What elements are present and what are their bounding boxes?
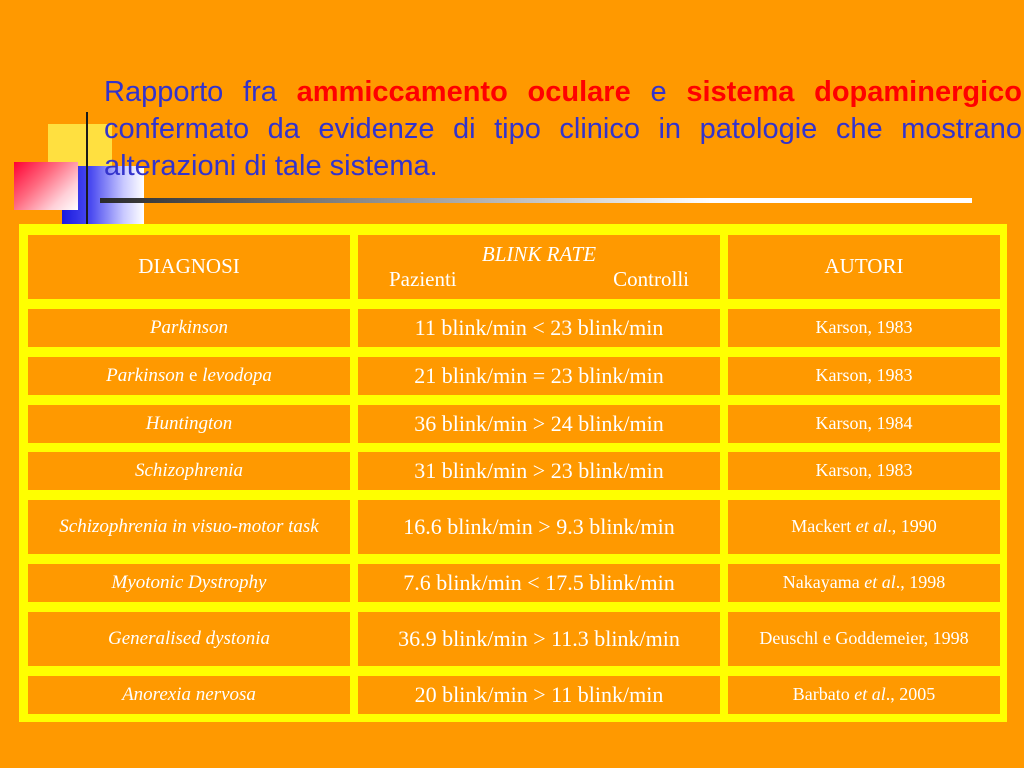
diagnosis-text: Schizophrenia <box>134 459 243 481</box>
table-row-5-author <box>727 499 1001 555</box>
rate-text: 11 blink/min < 23 blink/min <box>414 314 664 340</box>
author-text: Nakayama <box>782 572 865 593</box>
title-text-1: Rapporto fra <box>104 76 297 108</box>
author-text: Karson, 1984 <box>815 413 913 434</box>
rate-text: 31 blink/min > 23 blink/min <box>414 457 664 483</box>
rate-text: 36.9 blink/min > 11.3 blink/min <box>398 625 680 651</box>
header-autori-label: AUTORI <box>824 254 904 279</box>
rate-text: 21 blink/min = 23 blink/min <box>414 362 664 388</box>
table-row-4-rate <box>357 451 721 491</box>
header-diagnosi <box>27 234 351 300</box>
rate-text: 36 blink/min > 24 blink/min <box>414 410 664 436</box>
decorative-red-square <box>14 162 78 210</box>
table-row-3-rate <box>357 404 721 444</box>
table-row-7-diagnosis <box>27 611 351 667</box>
table-row-2-author <box>727 356 1001 396</box>
diagnosis-text: Generalised dystonia <box>107 627 270 649</box>
diagnosis-text: Parkinson <box>149 316 229 338</box>
diagnosis-text: Myotonic Dystrophy <box>111 571 267 593</box>
table-row-2-rate <box>357 356 721 396</box>
author-year: ., 1998 <box>895 572 946 593</box>
diagnosis-text: Anorexia nervosa <box>122 683 256 705</box>
author-etal: et al <box>854 684 886 705</box>
header-blink-rate-label: BLINK RATE <box>481 241 597 266</box>
table-row-1-rate <box>357 308 721 348</box>
blink-rate-table <box>19 224 1007 722</box>
author-text: Mackert <box>791 516 856 537</box>
title-highlight-2: sistema dopaminergico <box>686 76 1022 108</box>
table-row-1-diagnosis <box>27 308 351 348</box>
diagnosis-text-2: levodopa <box>202 364 272 386</box>
table-row-2-diagnosis <box>27 356 351 396</box>
table-row-3-diagnosis <box>27 404 351 444</box>
header-pazienti-label: Pazienti <box>389 267 457 291</box>
title-text-2: e <box>630 76 687 108</box>
rate-text: 20 blink/min > 11 blink/min <box>414 681 664 707</box>
table-row-4-diagnosis <box>27 451 351 491</box>
header-diagnosi-label: DIAGNOSI <box>138 254 240 279</box>
author-etal: et al <box>864 572 896 593</box>
author-year: ., 2005 <box>885 684 936 705</box>
table-row-6-author <box>727 563 1001 603</box>
title-text-3: confermato da evidenze di tipo clinico in patologie che mostrano alterazioni di tale sistema. <box>104 113 1022 182</box>
header-blink-rate <box>357 234 721 300</box>
author-etal: et al <box>855 516 888 537</box>
header-autori <box>727 234 1001 300</box>
rate-text: 16.6 blink/min > 9.3 blink/min <box>403 513 675 539</box>
author-text: Karson, 1983 <box>815 460 913 481</box>
diagnosis-text: Schizophrenia in visuo-motor task <box>59 515 319 537</box>
author-text: Karson, 1983 <box>815 317 913 338</box>
table-row-5-rate <box>357 499 721 555</box>
diagnosis-text: Huntington <box>145 412 233 434</box>
table-row-7-rate <box>357 611 721 667</box>
table-row-8-diagnosis <box>27 675 351 715</box>
slide-title <box>104 74 1022 185</box>
decorative-vertical-line <box>86 112 88 226</box>
table-row-3-author <box>727 404 1001 444</box>
author-text: Barbato <box>792 684 855 705</box>
table-row-8-author <box>727 675 1001 715</box>
table-row-4-author <box>727 451 1001 491</box>
rate-text: 7.6 blink/min < 17.5 blink/min <box>403 569 675 595</box>
table-row-6-rate <box>357 563 721 603</box>
table-row-8-rate <box>357 675 721 715</box>
author-year: ., 1990 <box>887 516 937 537</box>
header-controlli-label: Controlli <box>613 267 689 291</box>
table-row-5-diagnosis <box>27 499 351 555</box>
author-text: Deuschl e Goddemeier, 1998 <box>759 628 969 649</box>
table-row-6-diagnosis <box>27 563 351 603</box>
decorative-underline <box>100 198 972 203</box>
title-highlight-1: ammiccamento oculare <box>296 76 631 108</box>
table-row-7-author <box>727 611 1001 667</box>
diagnosis-conjunction: e <box>184 364 203 386</box>
author-text: Karson, 1983 <box>815 365 913 386</box>
diagnosis-text: Parkinson <box>106 364 185 386</box>
table-row-1-author <box>727 308 1001 348</box>
